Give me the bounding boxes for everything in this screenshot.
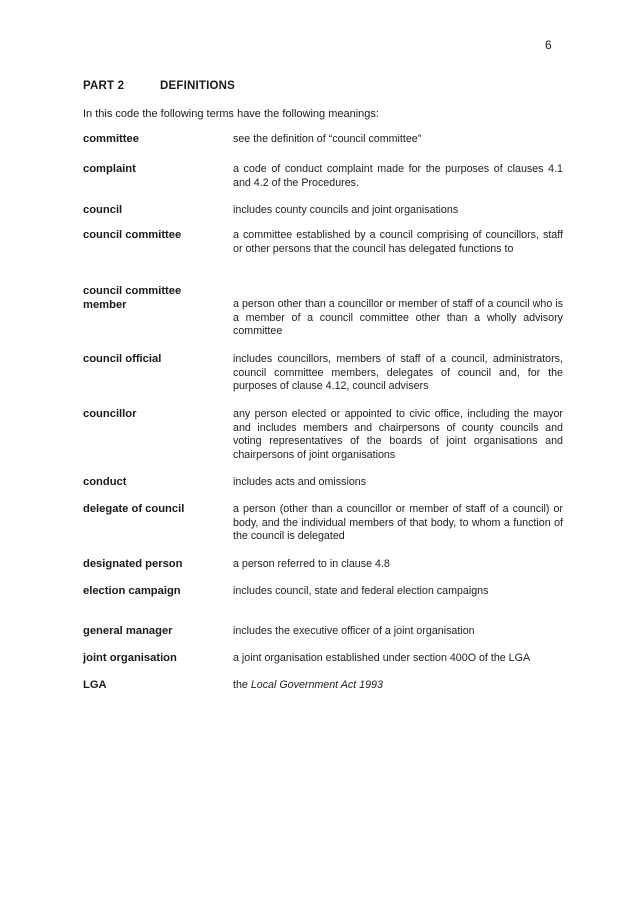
- definition-meaning: [233, 679, 563, 693]
- definition-term: council committee member: [83, 285, 182, 311]
- definition-term: conduct: [83, 476, 127, 488]
- definition-term: election campaign: [83, 585, 181, 597]
- definition-meaning: includes councillors, members of staff of a council, administrators, council committee members, delegates of council and, for the purposes of clause 4.12, council advisers: [233, 353, 563, 392]
- definition-term: delegate of council: [83, 503, 185, 515]
- definition-row: [83, 133, 563, 163]
- definition-meaning: a person referred to in clause 4.8: [233, 558, 390, 570]
- act-title: Local Government Act 1993: [250, 679, 383, 691]
- definition-meaning: a code of conduct complaint made for the purposes of clauses 4.1 and 4.2 of the Procedures.: [233, 163, 563, 189]
- definition-meaning: includes acts and omissions: [233, 476, 367, 488]
- definition-meaning: see the definition of “council committee”: [233, 133, 422, 145]
- definition-row: [83, 625, 563, 652]
- definition-row: [83, 558, 563, 585]
- definition-row: [83, 204, 563, 229]
- definition-row: [83, 229, 563, 285]
- definition-meaning: includes county councils and joint organisations: [233, 204, 459, 216]
- definition-row: [83, 476, 563, 503]
- definition-meaning: includes council, state and federal election campaigns: [233, 585, 489, 597]
- definition-row: [83, 408, 563, 476]
- definition-row: [83, 679, 563, 699]
- definition-term: council committee: [83, 229, 182, 241]
- definition-meaning: a person other than a councillor or member of staff of a council who is a member of a council committee other than a wholly advisory committee: [233, 298, 563, 337]
- definition-row: [83, 585, 563, 625]
- meaning-prefix: the: [233, 679, 251, 691]
- definition-meaning: any person elected or appointed to civic office, including the mayor and includes members and chairpersons of county councils and voting representatives of the boards of joint organisations and chairpersons of joint organisations: [233, 408, 563, 461]
- definition-row: [83, 652, 563, 679]
- definition-term: councillor: [83, 408, 137, 420]
- definition-term: designated person: [83, 558, 183, 570]
- definition-term: council official: [83, 353, 162, 365]
- definition-meaning: a committee established by a council comprising of councillors, staff or other persons that the council has delegated functions to: [233, 229, 563, 255]
- part-title: DEFINITIONS: [160, 80, 236, 92]
- intro-text: In this code the following terms have the following meanings:: [83, 108, 379, 120]
- definition-row: [83, 163, 563, 204]
- page-number: 6: [545, 38, 552, 52]
- definition-term: general manager: [83, 625, 173, 637]
- definition-term: LGA: [83, 679, 107, 691]
- definition-term: complaint: [83, 163, 136, 175]
- definition-term: joint organisation: [83, 652, 177, 664]
- definition-row: [83, 503, 563, 558]
- definitions-list: [83, 133, 563, 699]
- section-heading: [83, 80, 236, 92]
- part-label: PART 2: [83, 80, 125, 92]
- definition-row: [83, 285, 563, 353]
- definition-row: [83, 353, 563, 408]
- definition-meaning: a person (other than a councillor or member of staff of a council) or body, and the individual members of that body, to whom a function of the council is delegated: [233, 503, 563, 542]
- definition-meaning: a joint organisation established under section 400O of the LGA: [233, 652, 531, 664]
- definition-meaning: includes the executive officer of a joint organisation: [233, 625, 475, 637]
- definition-term: council: [83, 204, 123, 216]
- definition-term: committee: [83, 133, 139, 145]
